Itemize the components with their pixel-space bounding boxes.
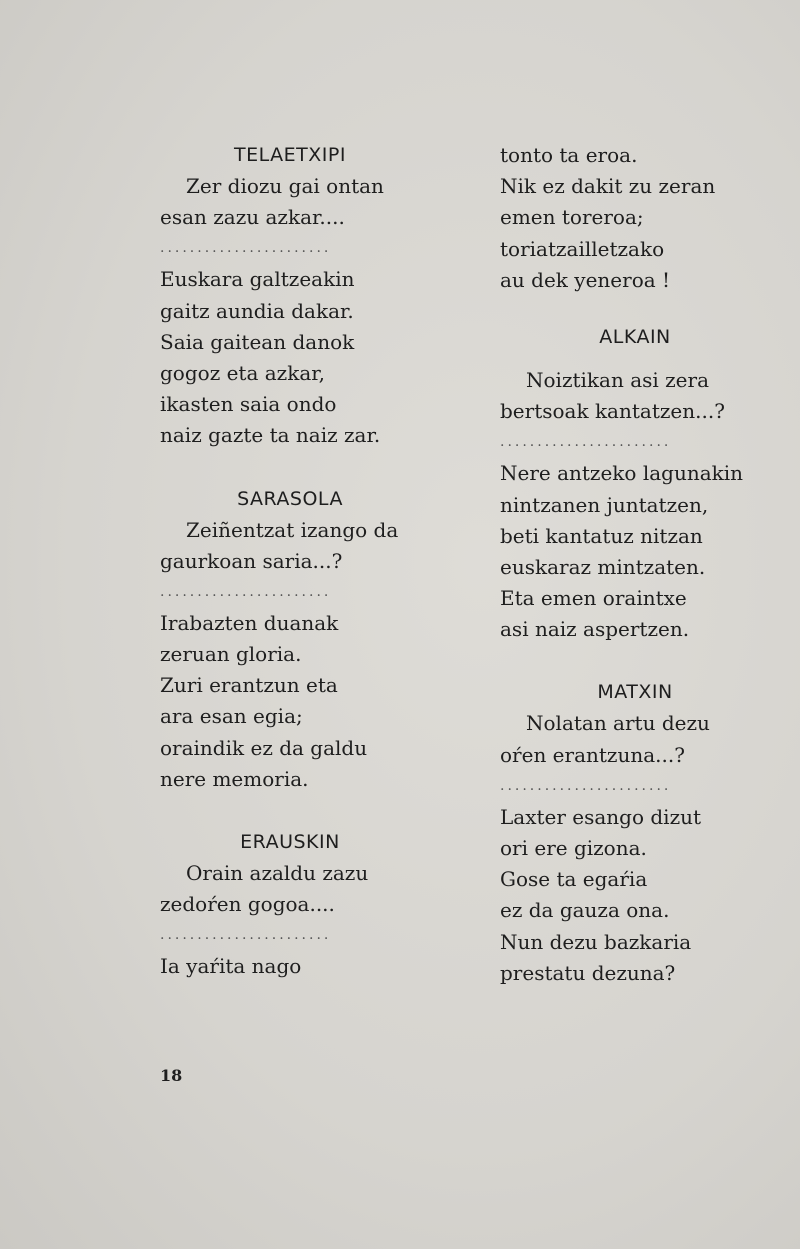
verse-line: Nik ez dakit zu zeran [500, 174, 716, 199]
verse-line: ez da gauza ona. [500, 898, 670, 923]
verse-line: Zuri erantzun eta [160, 673, 338, 698]
verse-line: Orain azaldu zazu [186, 861, 369, 885]
dotted-separator: ....................... [500, 434, 672, 451]
verse-line: zeruan gloria. [160, 642, 302, 667]
verse-line: Noiztikan asi zera [526, 367, 709, 392]
verse-line: zedoŕen gogoa.... [160, 892, 335, 917]
verse-line: emen toreroa; [500, 205, 644, 230]
dotted-separator: ....................... [500, 777, 672, 794]
verse-line: oŕen erantzuna...? [500, 742, 685, 767]
page-number: 18 [160, 1066, 183, 1085]
verse-line: toriatzailletzako [500, 236, 665, 261]
verse-line: ori ere gizona. [500, 836, 647, 860]
verse-line: gaitz aundia dakar. [160, 298, 354, 323]
verse-line: ikasten saia ondo [160, 392, 337, 417]
verse-line: Saia gaitean danok [160, 329, 355, 354]
right-column [500, 140, 770, 989]
verse-line: Laxter esango dizut [500, 804, 702, 829]
verse-line: Irabazten duanak [160, 610, 339, 635]
speaker-name: ERAUSKIN [240, 831, 340, 853]
verse-line: Eta emen oraintxe [500, 586, 687, 611]
speaker-name: MATXIN [597, 681, 673, 704]
verse-line: oraindik ez da galdu [160, 735, 368, 760]
dotted-separator: ....................... [160, 240, 332, 257]
speaker-name: TELAETXIPI [234, 144, 346, 166]
verse-line: Zeiñentzat izango da [186, 517, 399, 542]
verse-line: Euskara galtzeakin [160, 267, 355, 292]
verse-line: naiz gazte ta naiz zar. [160, 423, 381, 448]
left-column [160, 140, 420, 983]
verse-line: Gose ta egaŕia [500, 867, 648, 892]
speaker-name: ALKAIN [599, 325, 671, 348]
verse-line: euskaraz mintzaten. [500, 554, 706, 579]
verse-line: esan zazu azkar.... [160, 205, 345, 230]
verse-line: nintzanen juntatzen, [500, 492, 709, 517]
verse-line: Zer diozu gai ontan [186, 174, 384, 198]
verse-line: Nere antzeko lagunakin [500, 461, 744, 486]
verse-line: ara esan egia; [160, 704, 303, 729]
verse-line: Ia yaŕita nago [160, 954, 302, 979]
verse-line: Nolatan artu dezu [526, 711, 710, 736]
verse-line: tonto ta eroa. [500, 143, 638, 167]
verse-line: gogoz eta azkar, [160, 360, 325, 385]
verse-line: beti kantatuz nitzan [500, 523, 703, 548]
dotted-separator: ....................... [160, 583, 332, 600]
dotted-separator: ....................... [160, 927, 332, 944]
verse-line: nere memoria. [160, 766, 309, 791]
verse-line: Nun dezu bazkaria [500, 929, 692, 954]
verse-line: prestatu dezuna? [500, 960, 676, 985]
verse-line: gaurkoan saria...? [160, 548, 343, 573]
verse-line: bertsoak kantatzen...? [500, 399, 725, 424]
verse-line: au dek yeneroa ! [500, 267, 671, 292]
verse-line: asi naiz aspertzen. [500, 617, 690, 642]
speaker-name: SARASOLA [237, 487, 343, 510]
